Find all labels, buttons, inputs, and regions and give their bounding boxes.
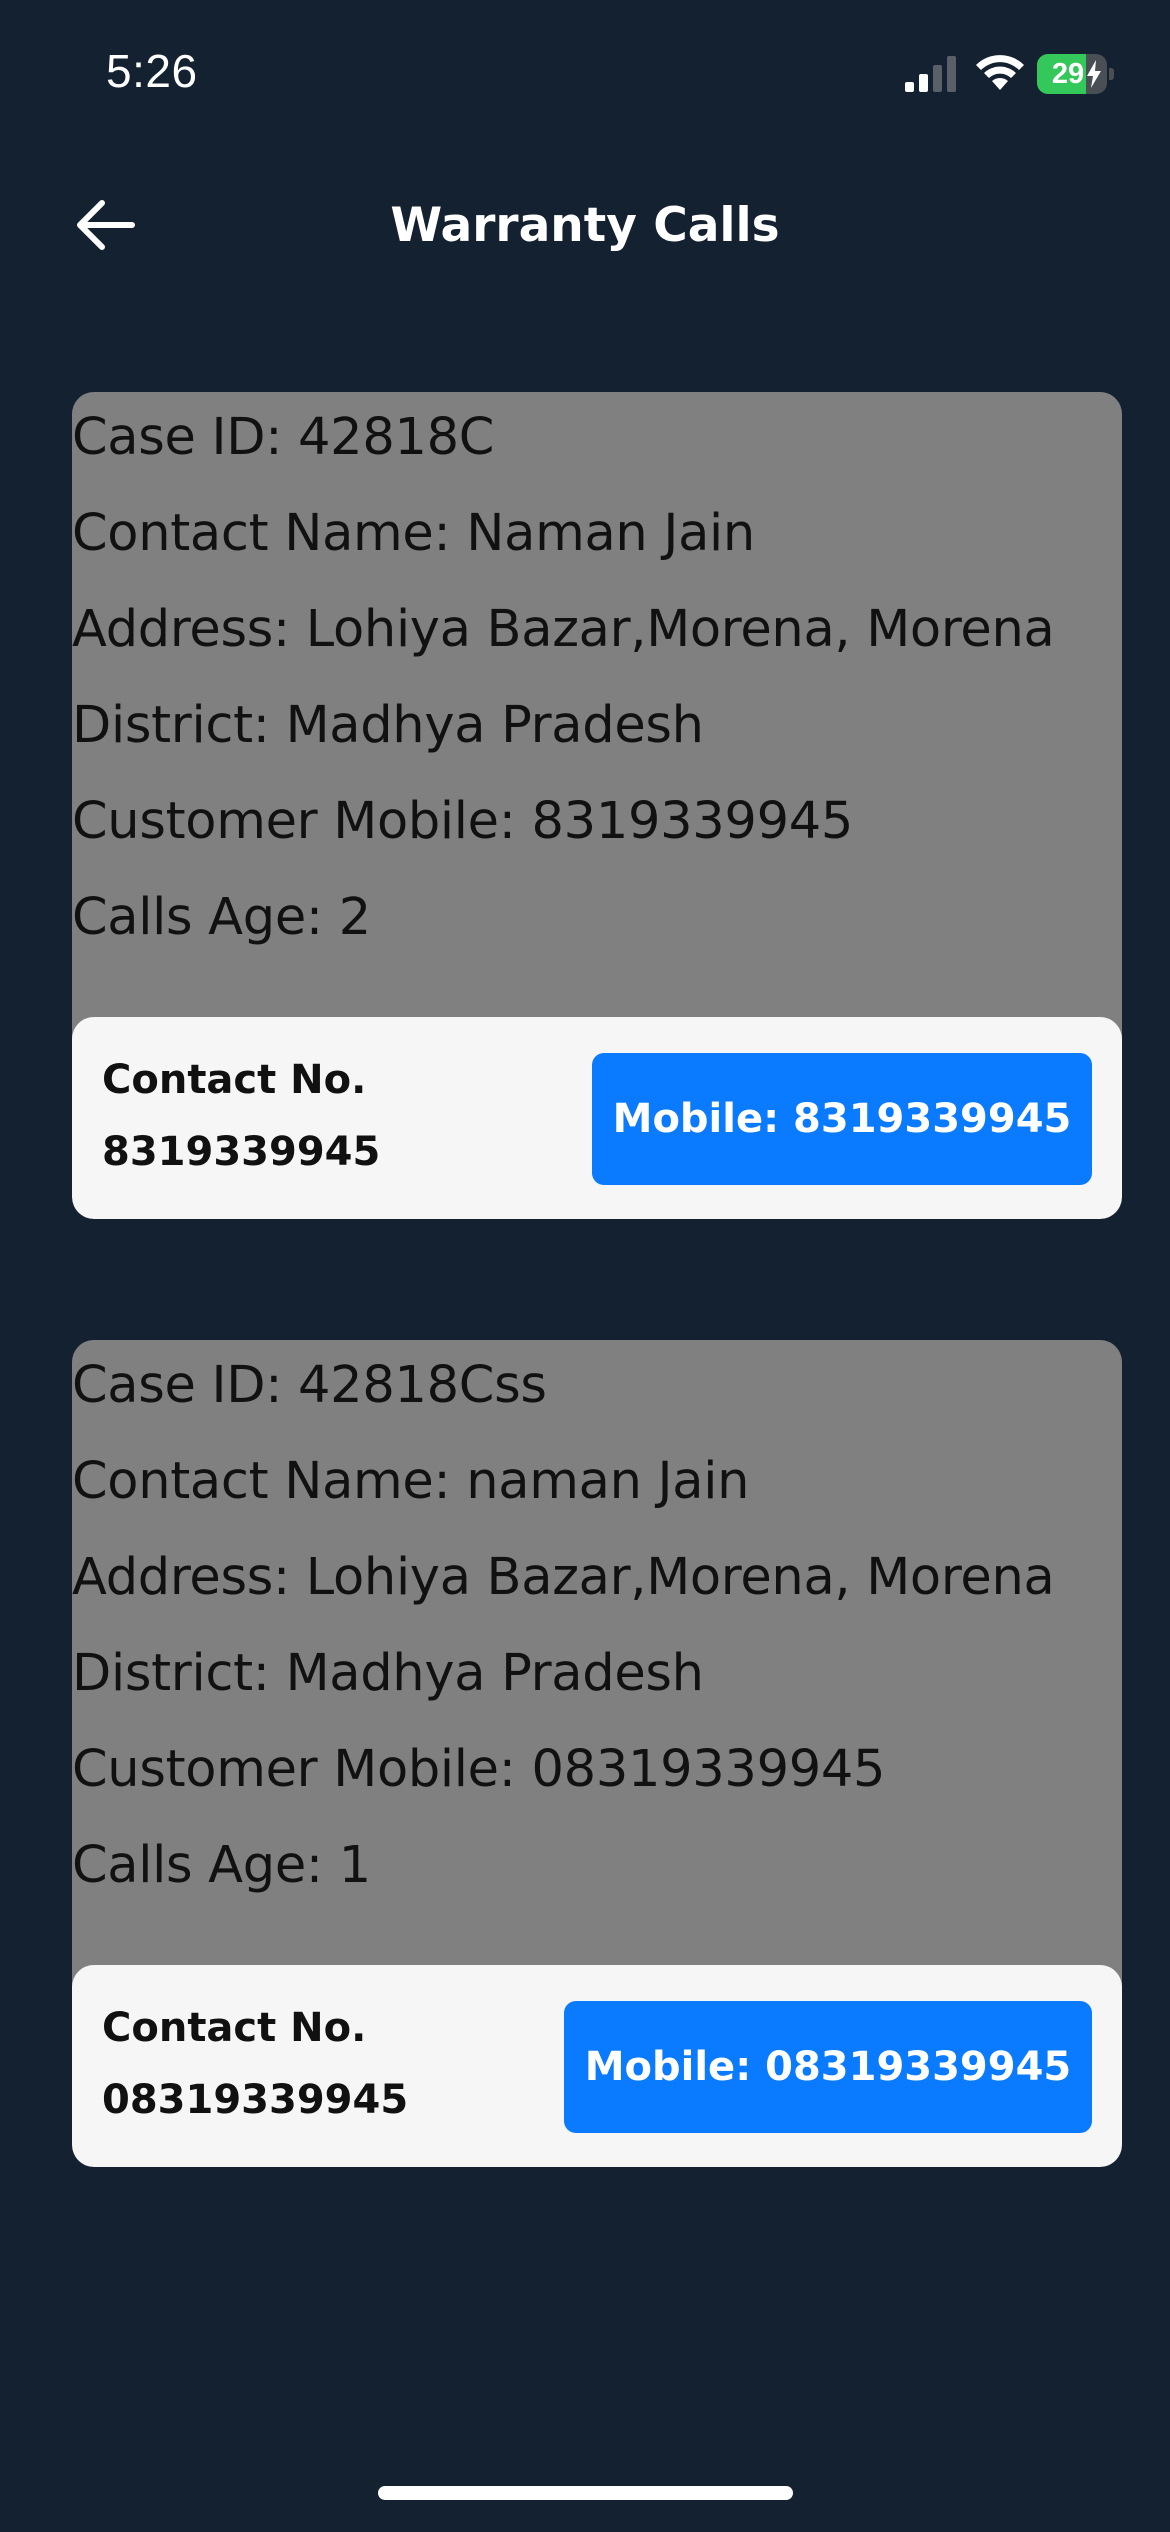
call-mobile-button[interactable]: Mobile: 8319339945 [592,1053,1092,1185]
district: District: Madhya Pradesh [72,696,704,755]
contact-number: 8319339945 [102,1129,381,1175]
contact-name: Contact Name: naman Jain [72,1452,750,1511]
wifi-icon [975,52,1025,92]
case-id: Case ID: 42818C [72,408,495,467]
address: Address: Lohiya Bazar,Morena, Morena [72,600,1055,659]
status-bar [0,0,1170,150]
contact-label: Contact No. [102,2005,367,2051]
bolt-icon [1085,60,1103,88]
calls-age: Calls Age: 1 [72,1836,371,1895]
card-footer [72,1965,1122,2167]
address: Address: Lohiya Bazar,Morena, Morena [72,1548,1055,1607]
battery-percent: 29 [1051,58,1085,90]
contact-label: Contact No. [102,1057,367,1103]
status-time: 5:26 [106,45,198,97]
call-mobile-button[interactable]: Mobile: 08319339945 [564,2001,1092,2133]
page-title: Warranty Calls [390,198,780,253]
warranty-call-card [72,392,1122,1219]
header [0,170,1170,280]
customer-mobile: Customer Mobile: 8319339945 [72,792,854,851]
home-indicator[interactable] [378,2486,793,2500]
battery-icon [1037,54,1115,94]
contact-name: Contact Name: Naman Jain [72,504,755,563]
warranty-call-card [72,1340,1122,2167]
customer-mobile: Customer Mobile: 08319339945 [72,1740,886,1799]
calls-age: Calls Age: 2 [72,888,371,947]
case-id: Case ID: 42818Css [72,1356,547,1415]
district: District: Madhya Pradesh [72,1644,704,1703]
contact-number: 08319339945 [102,2077,409,2123]
card-footer [72,1017,1122,1219]
signal-icon [905,56,959,92]
